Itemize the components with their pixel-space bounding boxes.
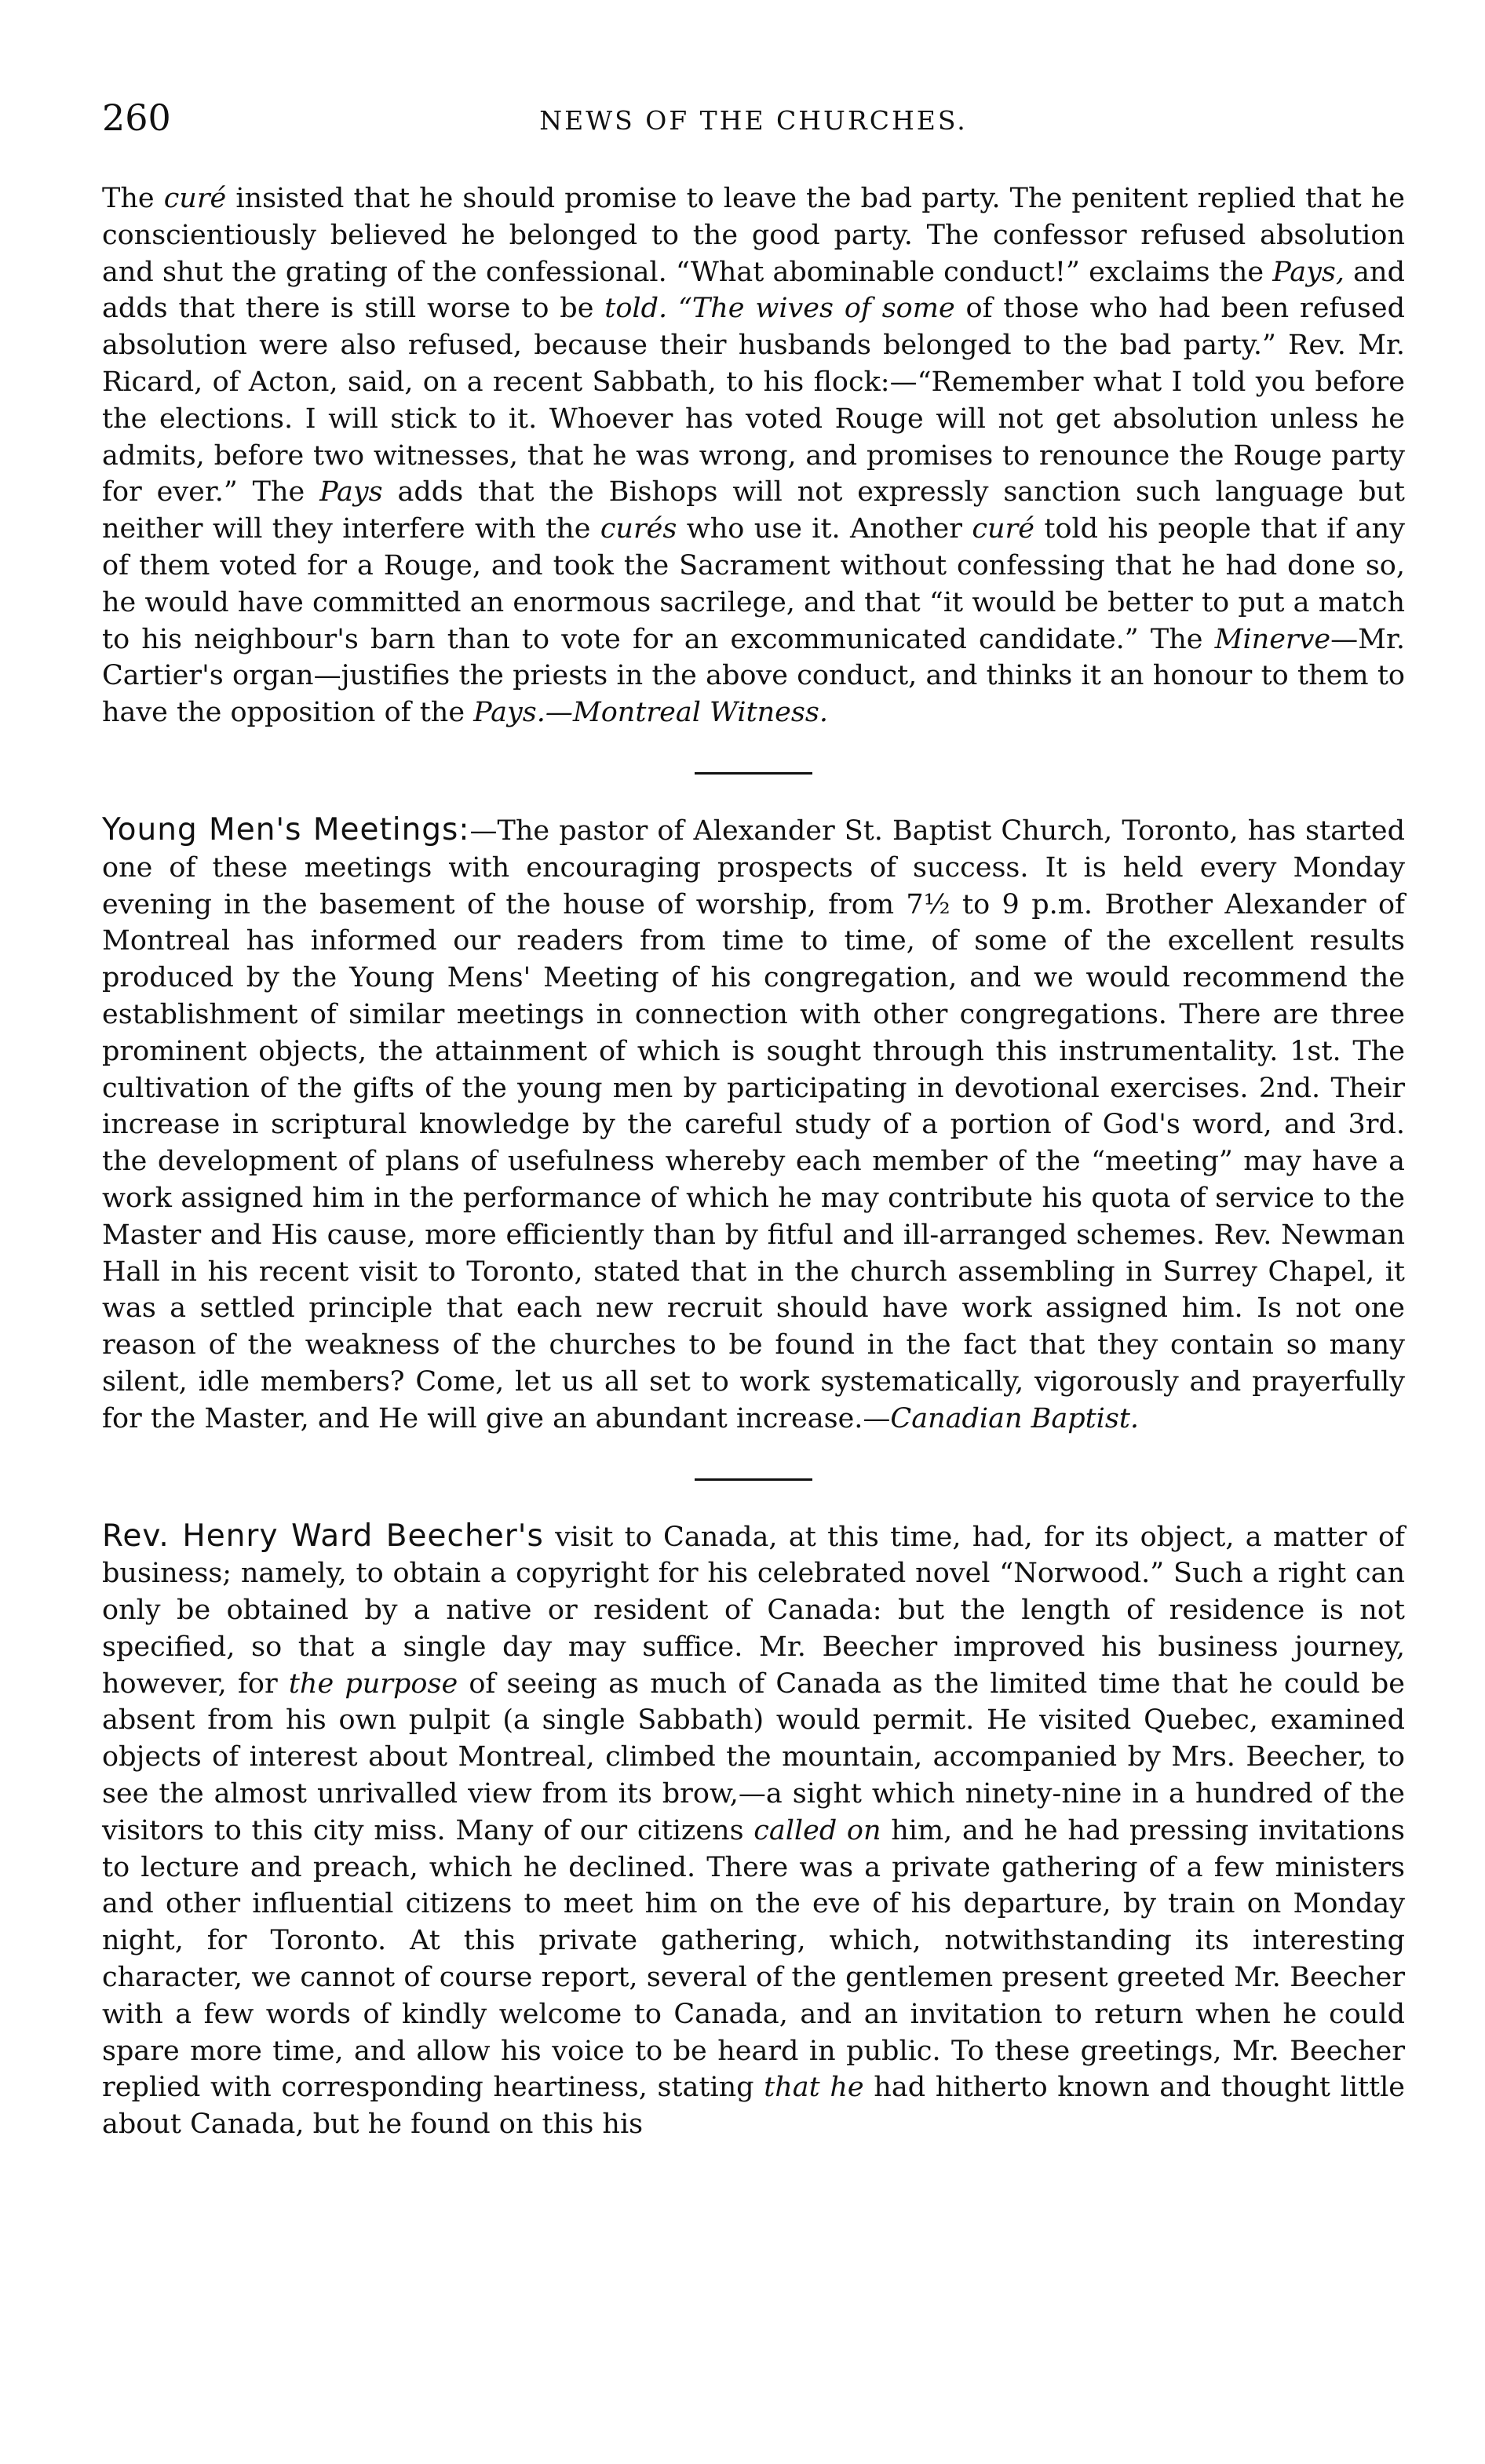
paragraph-lead-heading: Young Men's Meetings: <box>102 811 470 847</box>
article-paragraph <box>102 812 1405 1438</box>
body-text: and adds that there is still worse to be <box>102 256 1405 325</box>
italic-text: called on <box>753 1814 881 1846</box>
body-text: had hitherto known and thought little about Canada, but he found on this his <box>102 2072 1406 2141</box>
body-text: —The pastor of Alexander St. Baptist Church, Toronto, has started one of these meetings with encouraging prospects of success. It is held every Monday evening in the basement of the house of worship, from 7½ to 9 p.m. Brother Alexander of Montreal has informed our readers from time to time, of some of the excellent results produced by the Young Mens' Meeting of his congregation, and we would recommend the establishment of similar meetings in connection with other congregations. There are three prominent objects, the attainment of which is sought through this instrumentality. 1st. The cultivation of the gifts of the young men by participating in devotional exercises. 2nd. Their increase in scriptural knowledge by the careful study of a portion of God's word, and 3rd. the development of plans of usefulness whereby each member of the “meeting” may have a work assigned him in the performance of which he may contribute his quota of service to the Master and His cause, more efficiently than by fitful and ill-arranged schemes. Rev. Newman Hall in his recent visit to Toronto, stated that in the church assembling in Surrey Chapel, it was a settled principle that each new recruit should have work assigned him. Is not one reason of the weakness of the churches to be found in the fact that they contain so many silent, idle members? Come, let us all set to work systematically, vigorously and prayerfully for the Master, and He will give an abundant increase.— <box>102 815 1405 1434</box>
italic-text: curés <box>600 513 677 545</box>
italic-text: that he <box>764 2072 864 2104</box>
italic-text: curé <box>972 513 1034 545</box>
body-text: him, and he had pressing invitations to lecture and preach, which he declined. There was a private gathering of a few ministers and other influential citizens to meet him on the eve of his departure, by train on Monday night, for Toronto. At this private gathering, which, notwithstanding its interesting character, we cannot of course report, several of the gentlemen present greeted Mr. Beecher with a few words of kindly welcome to Canada, and an invitation to return when he could spare more time, and allow his voice to be heard in public. To these greetings, Mr. Beecher replied with corresponding heartiness, stating <box>102 1814 1405 2104</box>
italic-text: the purpose <box>288 1668 458 1700</box>
running-head: NEWS OF THE CHURCHES. <box>539 105 968 136</box>
italic-text: curé <box>163 183 227 214</box>
italic-text: Pays <box>319 476 383 508</box>
section-divider <box>695 1478 812 1481</box>
page-number: 260 <box>102 97 171 139</box>
article-paragraph <box>102 180 1405 731</box>
body-text: told his people that if any of them voted for a Rouge, and took the Sacrament without confessing that he had done so, he would have committed an enormous sacrilege, and that “it would be better to put a match to his neighbour's barn than to vote for an excommunicated candidate.” The <box>102 513 1405 655</box>
body-text: —Mr. Cartier's organ—justifies the priests in the above conduct, and thinks it an honour to them to have the opposition of the <box>102 623 1405 729</box>
italic-text: told. “The wives of some <box>604 293 955 325</box>
section-divider <box>695 772 812 775</box>
paragraph-lead-heading: Rev. Henry Ward Beecher's <box>102 1518 544 1554</box>
article-paragraph <box>102 1518 1405 2144</box>
body-text: visit to Canada, at this time, had, for its object, a matter of business; namely, to obtain a copyright for his celebrated novel “Norwood.” Such a right can only be obtained by a native or resident of Canada: but the length of residence is not specified, so that a single day may suffice. Mr. Beecher improved his business journey, however, for <box>102 1521 1405 1700</box>
body-text: adds that the Bishops will not expressly sanction such language but neither will they interfere with the <box>102 476 1405 545</box>
body-text: who use it. Another <box>677 513 972 545</box>
body-text: of seeing as much of Canada as the limited time that he could be absent from his own pulpit (a single Sabbath) would permit. He visited Quebec, examined objects of interest about Montreal, climbed the mountain, accompanied by Mrs. Beecher, to see the almost unrivalled view from its brow,—a sight which ninety-nine in a hundred of the visitors to this city miss. Many of our citizens <box>102 1668 1405 1846</box>
page <box>102 94 1405 2143</box>
body-text: The <box>102 183 164 214</box>
italic-text: Pays, <box>1272 256 1345 288</box>
italic-text: Canadian Baptist. <box>890 1402 1140 1434</box>
italic-text: Pays.—Montreal Witness. <box>473 697 828 729</box>
body-text: of those who had been refused absolution were also refused, because their husbands belonged to the bad party.” Rev. Mr. Ricard, of Acton, said, on a recent Sabbath, to his flock:—“Remember what I told you before the elections. I will stick to it. Whoever has voted Rouge will not get absolution unless he admits, before two witnesses, that he was wrong, and promises to renounce the Rouge party for ever.” The <box>102 293 1405 508</box>
body-text: insisted that he should promise to leave the bad party. The penitent replied that he conscientiously believed he belonged to the good party. The confessor refused absolution and shut the grating of the confessional. “What abominable conduct!” exclaims the <box>102 183 1405 288</box>
page-header <box>102 94 1405 157</box>
italic-text: Minerve <box>1214 623 1331 655</box>
